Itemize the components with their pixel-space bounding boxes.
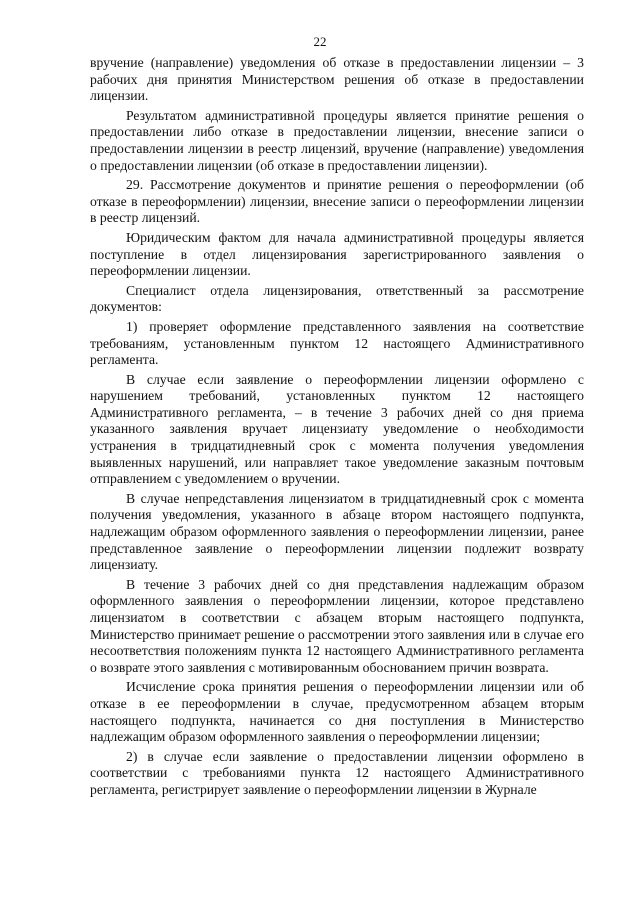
paragraph-term-calculation: Исчисление срока принятия решения о переоформлении лицензии или об отказе в ее переоформлении в случае, предусмотренном абзацем вторым настоящего подпункта, начинается со дня поступления в Министерство надлежащим образом оформленного заявления о переоформлении лицензии; [90, 679, 584, 745]
document-body [90, 55, 584, 802]
paragraph-subitem-1: 1) проверяет оформление представленного заявления на соответствие требованиям, установленным пунктом 12 настоящего Административного регламента. [90, 318, 584, 368]
paragraph-legal-fact: Юридическим фактом для начала административной процедуры является поступление в отдел лицензирования зарегистрированного заявления о переоформлении лицензии. [90, 229, 584, 279]
paragraph-specialist: Специалист отдела лицензирования, ответственный за рассмотрение документов: [90, 282, 584, 315]
paragraph-item-29: 29. Рассмотрение документов и принятие решения о переоформлении (об отказе в переоформлении) лицензии, внесение записи о переоформлении лицензии в реестр лицензий. [90, 177, 584, 226]
paragraph-procedure-result: Результатом административной процедуры является принятие решения о предоставлении либо отказе в предоставлении лицензии, внесение записи о предоставлении лицензии в реестр лицензий, вручение (направление) уведомления о предоставлении лицензии (об отказе в предоставлении лицензии). [90, 107, 584, 173]
paragraph-subitem-2: 2) в случае если заявление о предоставлении лицензии оформлено в соответствии с требованиями пункта 12 настоящего Административного регламента, регистрирует заявление о переоформлении лицензии в Журнале [90, 748, 584, 797]
page-number: 22 [313, 34, 327, 49]
paragraph-three-days: В течение 3 рабочих дней со дня представления надлежащим образом оформленного заявления о переоформлении лицензии, которое представлено лицензиатом в соответствии с абзацем вторым настоящего подпункта, Министерство принимает решение о рассмотрении этого заявления или в случае его несоответствия положениям пункта 12 настоящего Административного регламента о возврате этого заявления с мотивированным обоснованием причин возврата. [90, 576, 584, 675]
paragraph-violation-case: В случае если заявление о переоформлении лицензии оформлено с нарушением требований, установленных пунктом 12 настоящего Административного регламента, – в течение 3 рабочих дней со дня приема указанного заявления вручает лицензиату уведомление о необходимости устранения в тридцатидневный срок с момента получения уведомления выявленных нарушений, или направляет такое уведомление заказным почтовым отправлением с уведомлением о вручении. [90, 371, 584, 487]
paragraph-delivery-refusal-notice: вручение (направление) уведомления об отказе в предоставлении лицензии – 3 рабочих дня принятия Министерством решения об отказе в предоставлении лицензии. [90, 55, 584, 104]
paragraph-nonsubmission-case: В случае непредставления лицензиатом в тридцатидневный срок с момента получения уведомления, указанного в абзаце втором настоящего подпункта, надлежащим образом оформленного заявления о переоформлении лицензии, ранее представленное заявление о переоформлении лицензии подлежит возврату лицензиату. [90, 490, 584, 573]
